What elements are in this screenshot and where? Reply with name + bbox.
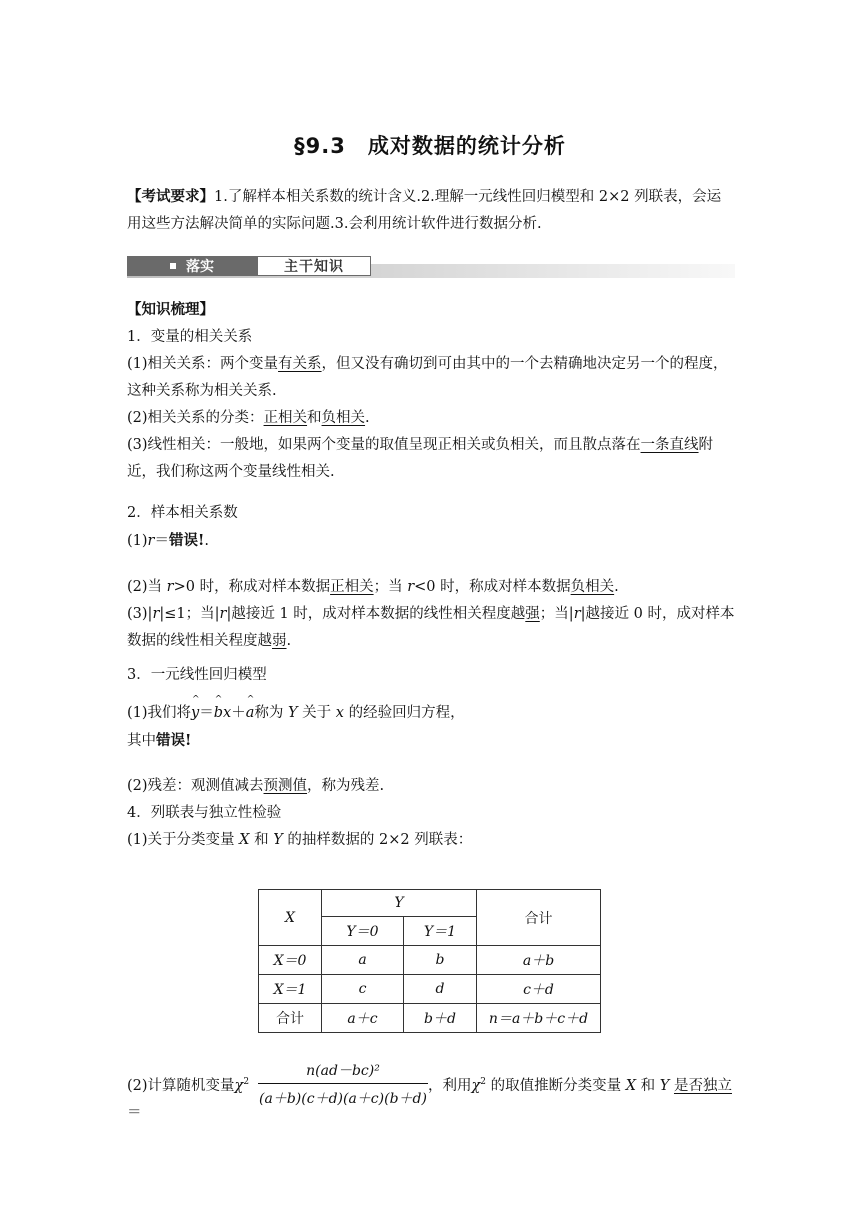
fraction-bar <box>258 1083 428 1084</box>
section-4 <box>127 800 737 854</box>
table-cell: 合计 <box>259 1004 322 1033</box>
table-header-y1: Y＝1 <box>404 917 477 946</box>
table-cell: a＋c <box>322 1004 404 1033</box>
table-cell: b＋d <box>404 1004 477 1033</box>
table-cell: d <box>404 975 477 1004</box>
section-3-heading: 3．一元线性回归模型 <box>127 667 267 683</box>
table-row <box>259 890 601 917</box>
table-header-y0: Y＝0 <box>322 917 404 946</box>
section-1-p3: (3)线性相关：一般地，如果两个变量的取值呈现正相关或负相关，而且散点落在一条直线附 <box>127 437 714 453</box>
table-cell: a <box>322 946 404 975</box>
requirements-label: 【考试要求】 <box>127 189 214 205</box>
section-4-p1: (1)关于分类变量 X 和 Y 的抽样数据的 2×2 列联表： <box>127 832 473 848</box>
section-4-p2-end: ，利用$\chi^2$ 的取值推断分类变量 X 和 Y 是否独立 <box>428 1077 732 1094</box>
table-cell: c <box>322 975 404 1004</box>
requirements-line1: 1.了解样本相关系数的统计含义.2.理解一元线性回归模型和 2×2 列联表，会运 <box>214 189 722 205</box>
section-4-p2-start: (2)计算随机变量$\chi^2=$ <box>127 1077 250 1121</box>
page-title: §9.3 成对数据的统计分析 <box>294 134 566 158</box>
section-3 <box>127 662 737 689</box>
formula-denominator: (a＋b)(c＋d)(a＋c)(b＋d) <box>259 1091 427 1107</box>
table-cell: a＋b <box>477 946 601 975</box>
banner-left-label: 落实 <box>186 259 214 275</box>
section-1-heading: 1．变量的相关关系 <box>127 329 253 345</box>
table-cell: n＝a＋b＋c＋d <box>477 1004 601 1033</box>
knowledge-label: 【知识梳理】 <box>127 302 214 318</box>
exam-requirements <box>127 184 737 238</box>
table-cell: b <box>404 946 477 975</box>
table-cell: c＋d <box>477 975 601 1004</box>
table-header-y: Y <box>322 890 477 917</box>
chi-square-formula <box>258 1060 428 1112</box>
section-3-body <box>127 700 737 755</box>
section-3-p2: (2)残差：观测值减去预测值，称为残差. <box>127 778 385 794</box>
section-4-heading: 4．列联表与独立性检验 <box>127 805 282 821</box>
section-3-p1-cont: 其中错误! <box>127 732 192 749</box>
table-header-total: 合计 <box>477 890 601 946</box>
section-3-p2-block <box>127 773 737 800</box>
section-2 <box>127 500 737 555</box>
formula-numerator: n(ad－bc)² <box>306 1063 380 1079</box>
section-1-p3-cont: 近，我们称这两个变量线性相关. <box>127 464 335 480</box>
square-icon <box>170 263 176 269</box>
section-1-p1-cont: 这种关系称为相关关系. <box>127 383 277 399</box>
contingency-table <box>258 889 601 1033</box>
section-1-p2: (2)相关关系的分类：正相关和负相关. <box>127 410 370 426</box>
table-row <box>259 946 601 975</box>
table-cell: X＝0 <box>259 946 322 975</box>
banner-left <box>127 256 257 276</box>
section-2-p2: (2)当 r>0 时，称成对样本数据正相关；当 r<0 时，称成对样本数据负相关. <box>127 579 619 595</box>
section-2-p3-cont: 数据的线性相关程度越弱. <box>127 633 292 649</box>
section-1 <box>127 324 737 486</box>
table-row <box>259 975 601 1004</box>
section-label <box>127 297 737 324</box>
section-2-p3: (3)|r|≤1；当|r|越接近 1 时，成对样本数据的线性相关程度越强；当|r|越接近 0 时，成对样本 <box>127 606 735 622</box>
section-1-p1: (1)相关关系：两个变量有关系，但又没有确切到可由其中的一个去精确地决定另一个的程度， <box>127 356 728 372</box>
requirements-line2: 用这些方法解决简单的实际问题.3.会利用统计软件进行数据分析. <box>127 216 542 232</box>
section-2-more <box>127 574 737 655</box>
section-2-heading: 2．样本相关系数 <box>127 505 238 521</box>
banner-right: 主干知识 <box>257 256 371 276</box>
table-row <box>259 1004 601 1033</box>
section-2-p1: (1)r＝错误!. <box>127 532 209 549</box>
section-banner <box>127 256 735 278</box>
table-header-x: X <box>259 890 322 946</box>
table-cell: X＝1 <box>259 975 322 1004</box>
section-3-p1: (1)我们将^ y＝^ bx＋^ a称为 Y 关于 x 的经验回归方程， <box>127 700 737 727</box>
